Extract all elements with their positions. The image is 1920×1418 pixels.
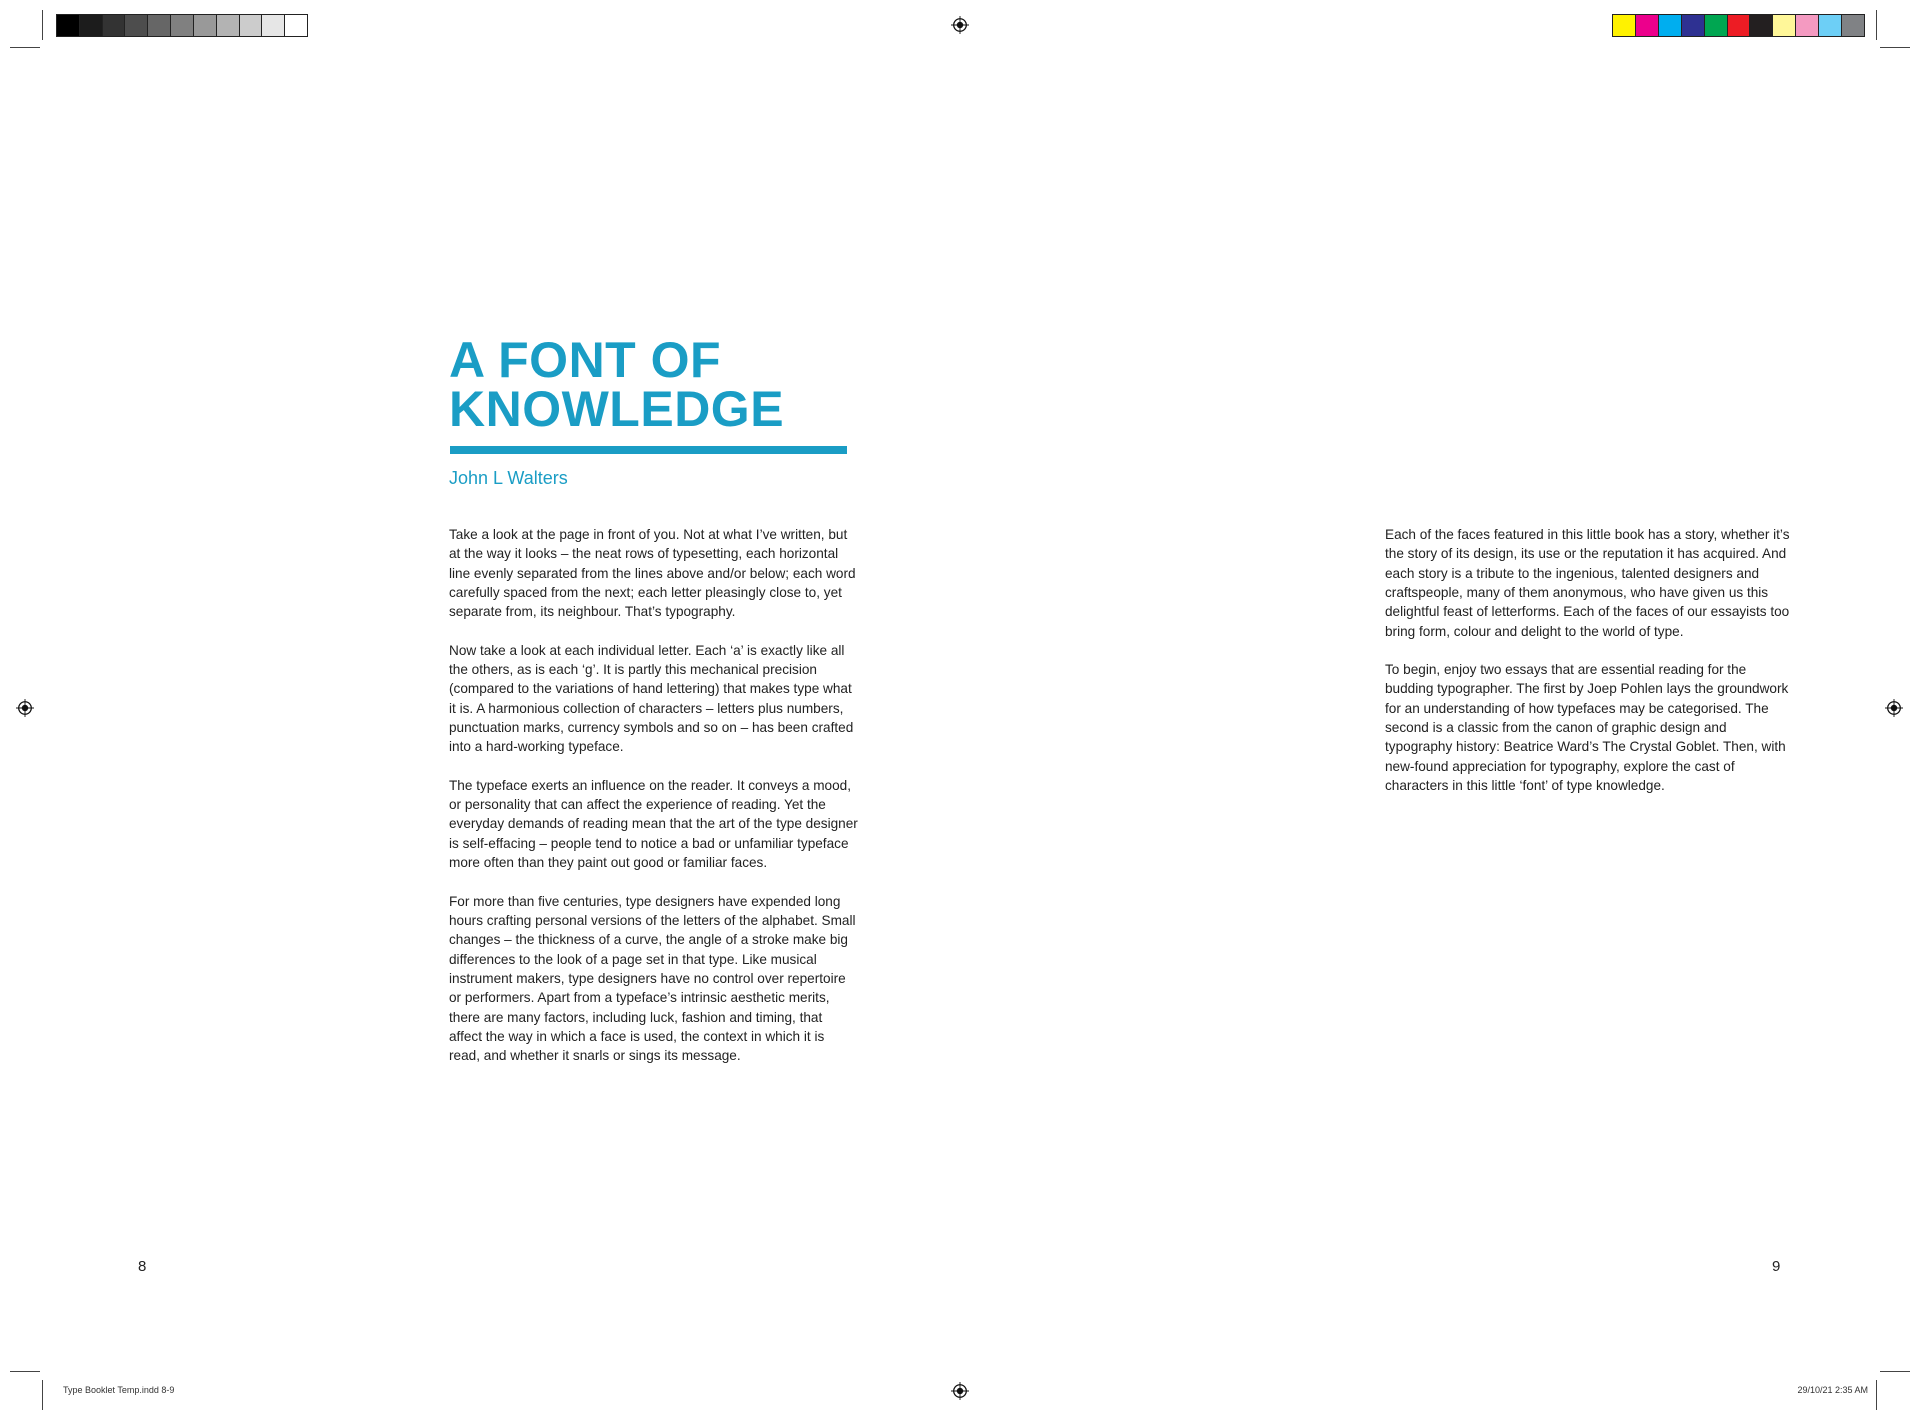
- color-swatch: [80, 15, 103, 36]
- color-swatch: [1613, 15, 1636, 36]
- color-swatch: [1659, 15, 1682, 36]
- crop-mark: [42, 1380, 43, 1410]
- slug-filename: Type Booklet Temp.indd 8-9: [63, 1385, 175, 1395]
- crop-mark: [10, 47, 40, 48]
- process-color-bar: [1612, 14, 1865, 37]
- crop-mark: [10, 1371, 40, 1372]
- color-swatch: [262, 15, 285, 36]
- color-swatch: [57, 15, 80, 36]
- color-swatch: [1842, 15, 1864, 36]
- article-title-line: KNOWLEDGE: [449, 381, 785, 437]
- article-title-line: A FONT OF: [449, 332, 722, 388]
- color-swatch: [171, 15, 194, 36]
- color-swatch: [194, 15, 217, 36]
- registration-mark-icon: [951, 1382, 969, 1400]
- body-paragraph: Now take a look at each individual letter. Each ‘a’ is exactly like all the others, as is each ‘g’. It is partly this mechanical precision (compared to the variations of hand lettering) that makes type what it is. A harmonious collection of characters – letters plus numbers, punctuation marks, currency symbols and so on – has been crafted into a hard-working typeface.: [449, 642, 854, 755]
- crop-mark: [1880, 1371, 1910, 1372]
- registration-mark-icon: [951, 16, 969, 34]
- body-paragraph: Take a look at the page in front of you. Not at what I’ve written, but at the way it looks – the neat rows of typesetting, each horizontal line evenly separated from the lines above and/or below; each word carefully spaced from the next; each letter pleasingly close to, yet separate from, its neighbour. That’s typography.: [449, 527, 856, 620]
- body-paragraph: To begin, enjoy two essays that are essential reading for the budding typographer. The first by Joep Pohlen lays the groundwork for an understanding of how typefaces may be categorised. The second is a classic from the canon of graphic design and typography history: Beatrice Ward’s The Crystal Goblet. Then, with new-found appreciation for typography, explore the cast of characters in this little ‘font’ of type knowledge.: [1385, 662, 1789, 794]
- page-number-left: 8: [138, 1258, 147, 1275]
- color-swatch: [148, 15, 171, 36]
- article-title: [449, 332, 785, 437]
- color-swatch: [285, 15, 307, 36]
- right-text-column: [1385, 525, 1795, 814]
- color-swatch: [240, 15, 263, 36]
- slug-timestamp: 29/10/21 2:35 AM: [1797, 1385, 1868, 1395]
- crop-mark: [1876, 1380, 1877, 1410]
- body-paragraph: The typeface exerts an influence on the reader. It conveys a mood, or personality that can affect the experience of reading. Yet the everyday demands of reading mean that the art of the type designer is self-effacing – people tend to notice a bad or unfamiliar typeface more often than they paint out good or familiar faces.: [449, 777, 858, 871]
- crop-mark: [42, 10, 43, 40]
- title-underline-rule: [450, 446, 847, 454]
- color-swatch: [1819, 15, 1842, 36]
- color-swatch: [1750, 15, 1773, 36]
- color-swatch: [1682, 15, 1705, 36]
- color-swatch: [1705, 15, 1728, 36]
- crop-mark: [1880, 47, 1910, 48]
- color-swatch: [1773, 15, 1796, 36]
- registration-mark-icon: [16, 699, 34, 717]
- color-swatch: [125, 15, 148, 36]
- page-number-right: 9: [1772, 1258, 1781, 1275]
- crop-mark: [1876, 10, 1877, 40]
- author-byline: John L Walters: [449, 468, 568, 488]
- left-text-column: [449, 525, 859, 1085]
- body-paragraph: Each of the faces featured in this little book has a story, whether it’s the story of its design, its use or the reputation it has acquired. And each story is a tribute to the ingenious, talented designers and craftspeople, many of them anonymous, who have given us this delightful feast of letterforms. Each of the faces of our essayists too bring form, colour and delight to the world of type.: [1385, 527, 1790, 639]
- color-swatch: [1636, 15, 1659, 36]
- color-swatch: [1728, 15, 1751, 36]
- color-swatch: [103, 15, 126, 36]
- color-swatch: [1796, 15, 1819, 36]
- registration-mark-icon: [1885, 699, 1903, 717]
- body-paragraph: For more than five centuries, type designers have expended long hours crafting personal versions of the letters of the alphabet. Small changes – the thickness of a curve, the angle of a stroke make big differences to the look of a page set in that type. Like musical instrument makers, type designers have no control over repertoire or performers. Apart from a typeface’s intrinsic aesthetic merits, there are many factors, including luck, fashion and timing, that affect the way in which a face is used, the context in which it is read, and whether it snarls or sings its message.: [449, 893, 856, 1064]
- color-swatch: [217, 15, 240, 36]
- grayscale-color-bar: [56, 14, 308, 37]
